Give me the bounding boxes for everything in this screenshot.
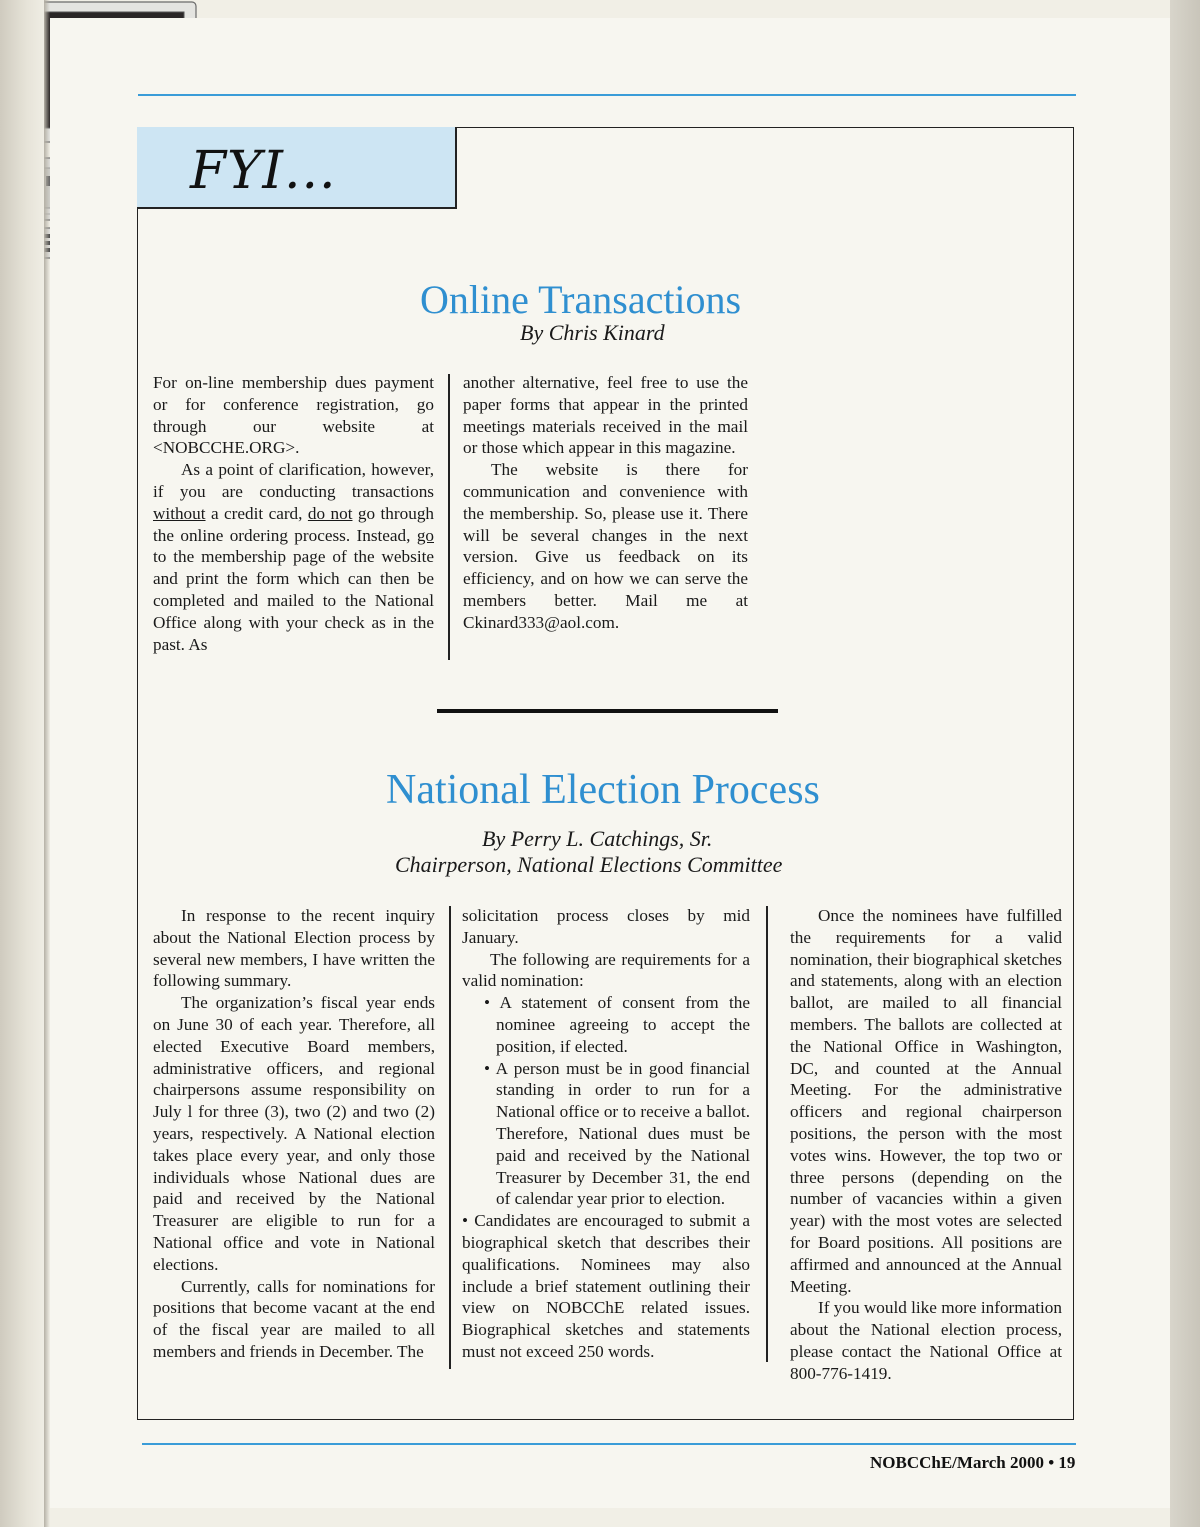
text-run: a credit card, bbox=[205, 503, 308, 523]
text-run: As a point of clarification, however, if you are conducting transactions bbox=[153, 460, 434, 501]
text-run: to the membership page of the website and print the form which can then be completed and mailed to the National Office along with your check as in the past. As bbox=[153, 547, 434, 654]
top-rule bbox=[138, 94, 1076, 96]
online-col2-para2: The website is there for communication and convenience with the membership. So, please use it. There will be several changes in the next version. Give us feedback on its efficiency, and on how we can serve the members better. Mail me at Ckinard333@aol.com. bbox=[463, 460, 748, 632]
election-byline-role: Chairperson, National Elections Committee bbox=[395, 852, 783, 877]
online-byline: By Chris Kinard bbox=[520, 320, 665, 345]
election-col1-para1: In response to the recent inquiry about the National Election process by several new members, I have written the following summary. bbox=[153, 906, 435, 991]
scan-edge bbox=[0, 0, 44, 1527]
election-column-1 bbox=[153, 905, 435, 1363]
election-byline: By Perry L. Catchings, Sr. bbox=[482, 826, 713, 851]
online-col1-para2 bbox=[153, 459, 434, 655]
election-column-2 bbox=[462, 905, 750, 1363]
election-col2-para2: The following are requirements for a valid nomination: bbox=[462, 949, 750, 991]
election-title: National Election Process bbox=[386, 767, 820, 813]
online-column-2 bbox=[463, 372, 748, 634]
bottom-rule bbox=[142, 1443, 1076, 1445]
fyi-heading: FYI... bbox=[190, 141, 337, 201]
page-footer: NOBCChE/March 2000 • 19 bbox=[870, 1453, 1076, 1472]
requirement-item: • A person must be in good financial standing in order to run for a National office or to receive a ballot. Therefore, National dues must be paid and received by the National Treasurer by December 31, the end of calendar year prior to election. bbox=[484, 1058, 750, 1209]
requirement-item: • Candidates are encouraged to submit a biographical sketch that describes their qualifications. Nominees may also include a brief statement outlining their view on NOBCChE related issues. Biographical sketches and statements must not exceed 250 words. bbox=[462, 1211, 750, 1361]
underlined-do-not: do not bbox=[307, 503, 353, 523]
election-col2-para1: solicitation process closes by mid January. bbox=[462, 906, 750, 947]
column-divider bbox=[448, 374, 450, 660]
gutter-shadow bbox=[44, 0, 50, 1527]
online-transactions-title: Online Transactions bbox=[420, 277, 742, 322]
column-divider bbox=[449, 906, 451, 1369]
election-column-3 bbox=[790, 905, 1062, 1385]
election-col3-para2: If you would like more information about the National election process, please contact the National Office at 800-776-1419. bbox=[790, 1298, 1062, 1383]
section-divider bbox=[437, 709, 778, 713]
underlined-go: go bbox=[416, 525, 434, 545]
election-col3-para1: Once the nominees have fulfilled the requirements for a valid nomination, their biographical sketches and statements, along with an election ballot, are mailed to all financial members. The ballots are collected at the National Office in Washington, DC, and counted at the Annual Meeting. For the administrative officers and regional chairperson positions, the person with the most votes wins. However, the top two or three persons (depending on the number of vacancies within a given year) with the most votes are selected for Board positions. All positions are affirmed and announced at the Annual Meeting. bbox=[790, 906, 1062, 1296]
underlined-without: without bbox=[153, 503, 206, 523]
column-divider bbox=[766, 906, 768, 1362]
online-col1-para1: For on-line membership dues payment or for conference registration, go through our website at <NOBCCHE.ORG>. bbox=[153, 373, 434, 458]
requirement-item: • A statement of consent from the nominee agreeing to accept the position, if elected. bbox=[484, 993, 750, 1056]
election-col1-para2: The organization’s fiscal year ends on June 30 of each year. Therefore, all elected Executive Board members, administrative officers, and regional chairpersons assume responsibility on July l for three (3), two (2) and two (2) years, respectively. A National election takes place every year, and only those individuals whose National dues are paid and received by the National Treasurer are eligible to run for a National office and vote in National elections. bbox=[153, 993, 435, 1274]
election-col1-para3: Currently, calls for nominations for positions that become vacant at the end of the fiscal year are mailed to all members and friends in December. The bbox=[153, 1276, 435, 1361]
page-right-edge bbox=[1170, 0, 1200, 1527]
text-run: go through the online ordering process. Instead, bbox=[153, 503, 435, 545]
online-col2-para1: another alternative, feel free to use the paper forms that appear in the printed meetings materials received in the mail or those which appear in this magazine. bbox=[463, 373, 748, 458]
online-column-1 bbox=[153, 372, 434, 655]
